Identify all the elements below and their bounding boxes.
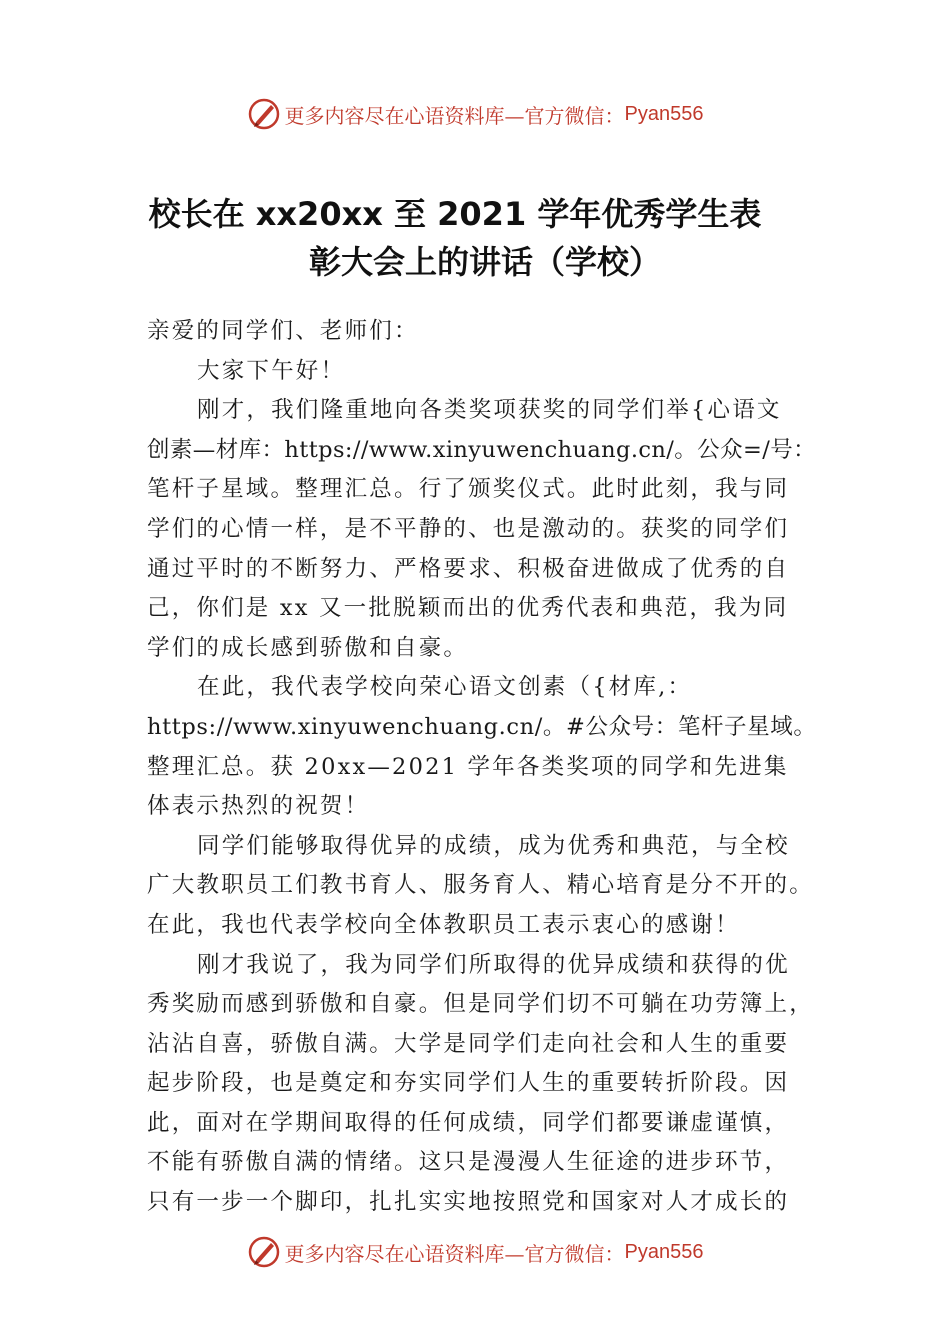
body-line: 己，你们是 xx 又一批脱颖而出的优秀代表和典范，我为同 (147, 595, 789, 622)
pen-logo-icon (247, 1235, 281, 1269)
body-line: 广大教职员工们教书育人、服务育人、精心培育是分不开的。 (147, 872, 814, 899)
document-body (147, 312, 817, 1223)
body-line: 整理汇总。获 20xx—2021 学年各类奖项的同学和先进集 (147, 753, 789, 780)
banner-text: 更多内容尽在心语资料库—官方微信： (284, 1241, 625, 1266)
body-line: 学们的成长感到骄傲和自豪。 (147, 634, 469, 661)
banner-text: 更多内容尽在心语资料库—官方微信： (284, 103, 625, 128)
title-line-2: 彰大会上的讲话（学校） (308, 243, 661, 281)
body-line: 在此，我代表学校向荣心语文创素（{材库,： (197, 674, 693, 701)
body-line: 创素—材库：https://www.xinyuwenchuang.cn/。公众=/号： (147, 436, 817, 463)
body-line: 亲爱的同学们、老师们： (147, 318, 419, 344)
body-line: 沾沾自喜，骄傲自满。大学是同学们走向社会和人生的重要 (147, 1030, 790, 1057)
footer-banner (0, 1232, 950, 1272)
body-line: 同学们能够取得优异的成绩，成为优秀和典范，与全校 (197, 832, 790, 859)
body-line: 在此，我也代表学校向全体教职员工表示衷心的感谢！ (147, 911, 740, 938)
body-line: 此，面对在学期间取得的任何成绩，同学们都要谦虚谨慎， (147, 1109, 790, 1136)
body-line: 通过平时的不断努力、严格要求、积极奋进做成了优秀的自 (147, 555, 790, 582)
title-line-1: 校长在 xx20xx 至 2021 学年优秀学生表 (148, 195, 762, 233)
body-line: 学们的心情一样，是不平静的、也是激动的。获奖的同学们 (147, 515, 790, 542)
body-line: 不能有骄傲自满的情绪。这只是漫漫人生征途的进步环节， (147, 1149, 790, 1176)
banner-wechat-id: Pyan556 (624, 102, 704, 125)
pen-logo-icon (247, 97, 281, 131)
body-line: 只有一步一个脚印，扎扎实实地按照党和国家对人才成长的 (147, 1189, 790, 1216)
body-line: 刚才我说了，我为同学们所取得的优异成绩和获得的优 (197, 951, 790, 978)
body-line: 秀奖励而感到骄傲和自豪。但是同学们切不可躺在功劳簿上， (147, 991, 814, 1018)
document-title (0, 190, 950, 286)
body-line: 体表示热烈的祝贺！ (147, 793, 370, 820)
body-line: 笔杆子星域。整理汇总。行了颁奖仪式。此时此刻，我与同 (147, 476, 790, 503)
banner-wechat-id: Pyan556 (624, 1240, 704, 1263)
body-line: 起步阶段，也是奠定和夯实同学们人生的重要转折阶段。因 (147, 1070, 790, 1097)
header-banner (0, 94, 950, 134)
body-line: 大家下午好！ (197, 357, 346, 384)
body-line: https://www.xinyuwenchuang.cn/。#公众号：笔杆子星域。 (147, 713, 817, 740)
body-line: 刚才，我们隆重地向各类奖项获奖的同学们举{心语文 (197, 397, 782, 424)
